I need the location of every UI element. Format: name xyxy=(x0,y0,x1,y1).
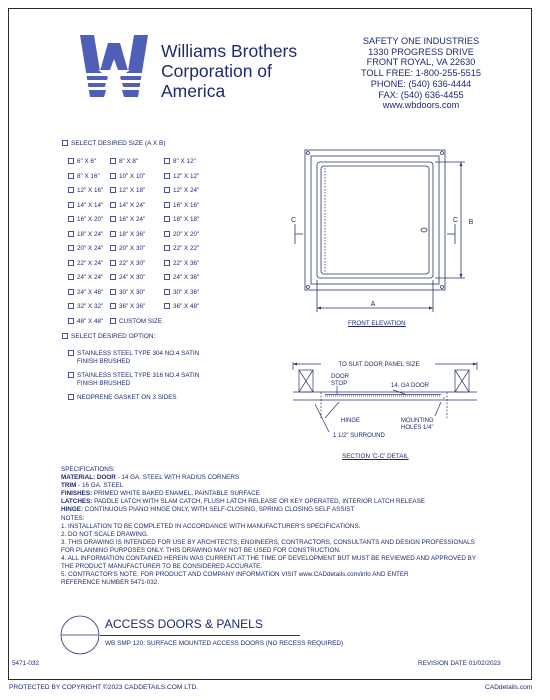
size-option[interactable] xyxy=(164,231,199,239)
size-label: 48" X 48" xyxy=(77,317,104,325)
size-checkbox[interactable] xyxy=(68,231,74,237)
option-checkbox[interactable] xyxy=(68,394,74,400)
size-checkbox[interactable] xyxy=(164,245,170,251)
spec-trim xyxy=(61,482,501,490)
reference-number: 5471-032 xyxy=(12,660,40,667)
revision-date: REVISION DATE 01/02/2023 xyxy=(418,660,501,667)
spec-latches xyxy=(61,498,501,506)
size-label: CUSTOM SIZE xyxy=(119,317,162,325)
option-checkbox[interactable] xyxy=(68,350,74,356)
company-name-line: Corporation of xyxy=(161,61,272,81)
option-ss316[interactable] xyxy=(68,372,199,388)
size-checkbox[interactable] xyxy=(164,289,170,295)
size-option[interactable] xyxy=(68,318,103,326)
contact-tollfree: TOLL FREE: 1-800-255-5515 xyxy=(360,68,481,79)
option-label-cont: FINISH BRUSHED xyxy=(77,380,131,387)
contact-fax: FAX: (540) 636-4455 xyxy=(378,89,464,100)
size-label: 22" X 30" xyxy=(119,259,146,267)
size-checkbox[interactable] xyxy=(110,202,116,208)
wb-logo xyxy=(78,33,150,99)
size-option[interactable] xyxy=(164,216,199,224)
size-label: 20" X 20" xyxy=(173,230,200,238)
size-label: 10" X 10" xyxy=(119,172,146,180)
size-option[interactable] xyxy=(110,158,138,166)
size-label: 24" X 48" xyxy=(77,288,104,296)
size-checkbox[interactable] xyxy=(68,318,74,324)
size-option[interactable] xyxy=(110,216,145,224)
spec-value: PADDLE LATCH WITH SLAM CATCH, FLUSH LATCH RELEASE OR KEY OPERATED, INTERIOR LATCH RELEASE xyxy=(92,498,426,506)
size-option[interactable] xyxy=(68,303,103,311)
size-checkbox[interactable] xyxy=(68,158,74,164)
size-checkbox[interactable] xyxy=(164,173,170,179)
size-checkbox[interactable] xyxy=(110,318,116,324)
size-option[interactable] xyxy=(110,245,145,253)
size-label: 18" X 18" xyxy=(173,216,200,223)
size-checkbox[interactable] xyxy=(68,303,74,309)
size-label: 14" X 14" xyxy=(77,201,104,209)
size-section-checkbox[interactable] xyxy=(62,140,68,146)
section-detail-drawing xyxy=(285,352,485,452)
size-checkbox[interactable] xyxy=(164,216,170,222)
spec-label: TRIM xyxy=(61,482,77,490)
size-option[interactable] xyxy=(110,318,162,326)
spec-label: FINISHES: xyxy=(61,490,93,498)
size-checkbox[interactable] xyxy=(68,187,74,193)
spec-label: MATERIAL: DOOR xyxy=(61,474,116,482)
size-checkbox[interactable] xyxy=(110,173,116,179)
option-label: STAINLESS STEEL TYPE 304 NO.4 SATIN xyxy=(77,350,200,357)
size-label: 36" X 36" xyxy=(119,303,146,310)
option-gasket[interactable] xyxy=(68,394,177,402)
option-section-checkbox[interactable] xyxy=(62,333,68,339)
spec-value: PRIMED WHITE BAKED ENAMEL, PAINTABLE SURFACE xyxy=(92,490,260,498)
size-option[interactable] xyxy=(164,173,199,181)
spec-label: HINGE: xyxy=(61,506,84,514)
spec-hinge xyxy=(61,506,501,514)
hinge-label: HINGE xyxy=(341,418,361,424)
spec-finishes xyxy=(61,490,501,498)
mounting-label-2: HOLES 1/4" xyxy=(401,425,434,431)
size-label: 20" X 30" xyxy=(119,245,146,252)
size-label: 24" X 24" xyxy=(77,274,104,281)
size-option[interactable] xyxy=(68,245,103,253)
note-line: 3. THIS DRAWING IS INTENDED FOR USE BY ARCHITECTS, ENGINEERS, CONTRACTORS, CONSULTANTS AND DESIGN PROFESSIONALS xyxy=(61,538,475,546)
section-detail-caption: SECTION 'C-C' DETAIL xyxy=(342,453,409,460)
note-line: 2. DO NOT SCALE DRAWING. xyxy=(61,530,149,538)
size-label: 22" X 24" xyxy=(77,259,104,267)
size-option[interactable] xyxy=(68,216,103,224)
option-label: NEOPRENE GASKET ON 3 SIDES xyxy=(77,394,177,401)
size-label: 16" X 24" xyxy=(119,216,146,223)
ga-door-label: 14. GA DOOR xyxy=(391,383,430,389)
size-section-header xyxy=(62,140,166,147)
size-label: 22" X 36" xyxy=(173,259,200,267)
size-option[interactable] xyxy=(68,158,96,166)
note-line: FOR PLANNING PURPOSES ONLY. THIS DRAWING MAY NOT BE USED FOR CONSTRUCTION. xyxy=(61,546,341,554)
section-c-left: C xyxy=(291,217,297,224)
size-checkbox[interactable] xyxy=(110,216,116,222)
company-name-line: Williams Brothers xyxy=(161,41,298,61)
size-checkbox[interactable] xyxy=(164,231,170,237)
size-option[interactable] xyxy=(68,173,100,181)
size-checkbox[interactable] xyxy=(110,158,116,164)
size-option[interactable] xyxy=(164,274,199,282)
drawing-subtitle: WB SMP 120: SURFACE MOUNTED ACCESS DOORS (NO RECESS REQUIRED) xyxy=(105,640,344,647)
option-label: STAINLESS STEEL TYPE 316 NO.4 SATIN xyxy=(77,372,200,379)
dim-a-label: A xyxy=(370,301,376,308)
size-checkbox[interactable] xyxy=(68,245,74,251)
contact-phone: PHONE: (540) 636-4444 xyxy=(370,78,472,89)
size-label: 30" X 30" xyxy=(119,288,146,296)
size-label: 8" X 12" xyxy=(173,158,196,165)
size-option[interactable] xyxy=(68,231,103,239)
note-line: REFERENCE NUMBER 5471-032. xyxy=(61,579,159,587)
size-option[interactable] xyxy=(110,231,145,239)
surround-label: 1 1/2" SURROUND xyxy=(333,433,385,439)
size-checkbox[interactable] xyxy=(68,289,74,295)
size-option[interactable] xyxy=(110,202,145,210)
size-option[interactable] xyxy=(68,202,103,210)
title-divider xyxy=(100,635,300,636)
size-option[interactable] xyxy=(164,202,199,210)
size-label: 6" X 6" xyxy=(77,158,97,165)
mounting-label-1: MOUNTING xyxy=(401,418,434,424)
contact-block xyxy=(345,36,497,111)
spec-material xyxy=(61,474,501,482)
size-checkbox[interactable] xyxy=(164,202,170,208)
note-line: 4. ALL INFORMATION CONTAINED HEREIN WAS CURRENT AT THE TIME OF DEVELOPMENT BUT MUST BE REVIEWED AND APPROVED BY xyxy=(61,555,477,563)
spec-value: - 14 GA. STEEL WITH RADIUS CORNERS xyxy=(115,474,240,482)
spec-title: SPECIFICATIONS: xyxy=(61,466,115,473)
dim-panel-label: TO SUIT DOOR PANEL SIZE xyxy=(338,361,420,368)
note-line: 5. CONTRACTOR'S NOTE: FOR PRODUCT AND COMPANY INFORMATION VISIT www.CADdetails.com/info AND ENTER xyxy=(61,571,409,579)
section-c-right: C xyxy=(453,217,459,224)
caddetails-link[interactable]: CADdetails.com xyxy=(485,684,533,691)
company-name-line: America xyxy=(161,81,226,101)
size-option[interactable] xyxy=(164,260,199,268)
size-checkbox[interactable] xyxy=(164,158,170,164)
size-checkbox[interactable] xyxy=(110,231,116,237)
size-option[interactable] xyxy=(110,289,145,297)
notes-title: NOTES: xyxy=(61,514,85,522)
size-option[interactable] xyxy=(68,187,103,195)
size-checkbox[interactable] xyxy=(110,289,116,295)
front-elevation-drawing xyxy=(285,140,485,340)
option-section-header xyxy=(62,333,155,340)
option-label-cont: FINISH BRUSHED xyxy=(77,358,131,365)
spec-value: - 16 GA. STEEL xyxy=(76,482,124,490)
contact-address: 1330 PROGRESS DRIVE xyxy=(368,46,474,57)
size-label: 14" X 24" xyxy=(119,201,146,209)
size-section-title: SELECT DESIRED SIZE (A X B) xyxy=(71,140,166,147)
spec-label: LATCHES: xyxy=(61,498,93,506)
specifications-block xyxy=(61,466,501,587)
size-label: 8" X 16" xyxy=(77,172,100,180)
size-checkbox[interactable] xyxy=(110,260,116,266)
contact-company: SAFETY ONE INDUSTRIES xyxy=(362,36,480,46)
size-checkbox[interactable] xyxy=(68,216,74,222)
option-checkbox[interactable] xyxy=(68,372,74,378)
size-checkbox[interactable] xyxy=(164,303,170,309)
spec-value: CONTINUOUS PIANO HINGE ONLY, WITH SELF-CLOSING, SPRING CLOSING SELF ASSIST xyxy=(83,506,355,514)
contact-website[interactable]: www.wbdoors.com xyxy=(382,100,460,111)
size-label: 8" X 8" xyxy=(119,158,139,165)
drawing-title: ACCESS DOORS & PANELS xyxy=(105,617,263,631)
door-stop-label-2: STOP xyxy=(331,381,348,387)
size-checkbox[interactable] xyxy=(164,274,170,280)
size-checkbox[interactable] xyxy=(110,245,116,251)
option-section-title: SELECT DESIRED OPTION: xyxy=(71,333,156,340)
size-label: 16" X 20" xyxy=(77,216,104,223)
size-option[interactable] xyxy=(110,303,145,311)
size-checkbox[interactable] xyxy=(164,260,170,266)
size-checkbox[interactable] xyxy=(68,173,74,179)
company-name xyxy=(161,41,297,101)
size-label: 18" X 24" xyxy=(77,230,104,238)
size-label: 12" X 18" xyxy=(119,187,146,194)
size-option[interactable] xyxy=(68,260,103,268)
size-option[interactable] xyxy=(110,274,145,282)
size-checkbox[interactable] xyxy=(110,187,116,193)
size-label: 12" X 12" xyxy=(173,172,200,180)
size-label: 16" X 16" xyxy=(173,201,200,209)
size-checkbox[interactable] xyxy=(68,202,74,208)
size-label: 24" X 30" xyxy=(119,274,146,281)
size-option[interactable] xyxy=(110,260,145,268)
size-option[interactable] xyxy=(68,289,103,297)
size-checkbox[interactable] xyxy=(68,260,74,266)
size-option[interactable] xyxy=(164,245,199,253)
size-checkbox[interactable] xyxy=(110,274,116,280)
size-label: 18" X 36" xyxy=(119,230,146,238)
size-option[interactable] xyxy=(164,289,199,297)
size-label: 30" X 36" xyxy=(173,288,200,296)
size-label: 32" X 32" xyxy=(77,303,104,310)
size-label: 36" X 48" xyxy=(173,303,200,310)
dim-b-label: B xyxy=(468,219,474,226)
option-ss304[interactable] xyxy=(68,350,199,366)
size-option[interactable] xyxy=(164,158,196,166)
title-circle xyxy=(60,614,100,656)
note-line: THE PRODUCT MANUFACTURER TO BE CONSIDERED ACCURATE. xyxy=(61,563,263,571)
size-option[interactable] xyxy=(164,303,199,311)
copyright-notice: PROTECTED BY COPYRIGHT ©2023 CADDETAILS.COM LTD. xyxy=(9,684,199,691)
front-elevation-caption: FRONT ELEVATION xyxy=(348,320,406,327)
door-stop-label-1: DOOR xyxy=(331,374,349,380)
size-option[interactable] xyxy=(68,274,103,282)
contact-city: FRONT ROYAL, VA 22630 xyxy=(366,57,476,68)
size-checkbox[interactable] xyxy=(164,187,170,193)
note-line: 1. INSTALLATION TO BE COMPLETED IN ACCORDANCE WITH MANUFACTURER'S SPECIFICATIONS. xyxy=(61,522,361,530)
size-label: 24" X 36" xyxy=(173,274,200,281)
size-option[interactable] xyxy=(110,173,145,181)
size-option[interactable] xyxy=(110,187,145,195)
size-label: 12" X 24" xyxy=(173,187,200,194)
size-label: 12" X 16" xyxy=(77,187,104,194)
size-checkbox[interactable] xyxy=(110,303,116,309)
size-checkbox[interactable] xyxy=(68,274,74,280)
size-label: 20" X 24" xyxy=(77,245,104,252)
size-label: 22" X 22" xyxy=(173,245,200,252)
size-option[interactable] xyxy=(164,187,199,195)
